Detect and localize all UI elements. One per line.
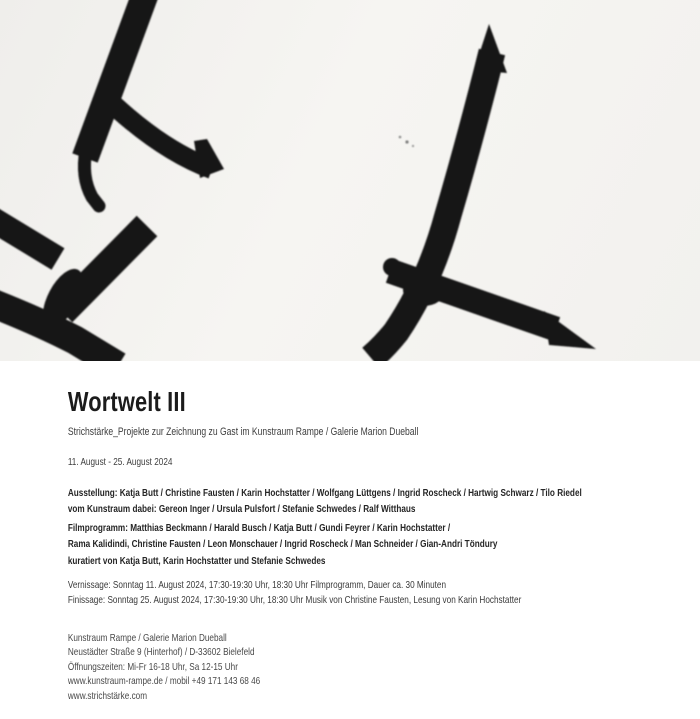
venue-info <box>68 631 700 704</box>
venue-address: Neustädter Straße 9 (Hinterhof) / D-33602 Bielefeld <box>67 646 255 658</box>
event-dates <box>68 578 700 609</box>
brush-stroke-left-branch <box>104 96 212 169</box>
venue-web-mobile: www.kunstraum-rampe.de / mobil +49 171 143 68 46 <box>67 675 261 687</box>
date-range: 11. August - 25. August 2024 <box>67 456 173 468</box>
venue-hours: Öffnungszeiten: Mi-Fr 16-18 Uhr, Sa 12-15 Uhr <box>67 660 238 673</box>
film-credits-line2: Rama Kalidindi, Christine Fausten / Leon Monschauer / Ingrid Roscheck / Man Schneider / Gian-Andri Töndury <box>67 537 498 550</box>
ink-speckles <box>399 136 414 147</box>
exhibition-credits-line2: vom Kunstraum dabei: Gereon Inger / Ursula Pulsfort / Stefanie Schwedes / Ralf Witthaus <box>67 502 416 515</box>
film-credits-line1: Filmprogramm: Matthias Beckmann / Harald Busch / Katja Butt / Gundi Feyrer / Karin Hochstatter / <box>67 522 451 534</box>
curators-text: kuratiert von Katja Butt, Karin Hochstatter und Stefanie Schwedes <box>67 555 326 567</box>
finissage-line: Finissage: Sonntag 25. August 2024, 17:30-19:30 Uhr, 18:30 Uhr Musik von Christine Fausten, Lesung von Karin Hochstatter <box>67 594 522 606</box>
exhibition-subtitle: Strichstärke_Projekte zur Zeichnung zu Gast im Kunstraum Rampe / Galerie Marion Dueball <box>67 426 419 438</box>
film-program-credits <box>68 521 700 552</box>
venue-website: www.strichstärke.com <box>67 689 148 702</box>
exhibition-credits <box>68 486 700 517</box>
brush-stroke-bottomleft-top-bar <box>0 219 58 259</box>
flyer-text <box>0 388 700 703</box>
venue-name: Kunstraum Rampe / Galerie Marion Dueball <box>67 631 227 644</box>
brush-stroke-right-junction <box>403 274 445 306</box>
curators-line <box>68 554 700 570</box>
page-title: Wortwelt III <box>67 386 186 417</box>
exhibition-credits-line1: Ausstellung: Katja Butt / Christine Fausten / Karin Hochstatter / Wolfgang Lüttgens / Ingrid Roscheck / Hartwig Schwarz / Tilo Riedel <box>67 487 582 499</box>
brush-stroke-right-crossbar-tip <box>544 311 596 349</box>
vernissage-line: Vernissage: Sonntag 11. August 2024, 17:30-19:30 Uhr, 18:30 Uhr Filmprogramm, Dauer ca. 30 Minuten <box>67 578 447 591</box>
